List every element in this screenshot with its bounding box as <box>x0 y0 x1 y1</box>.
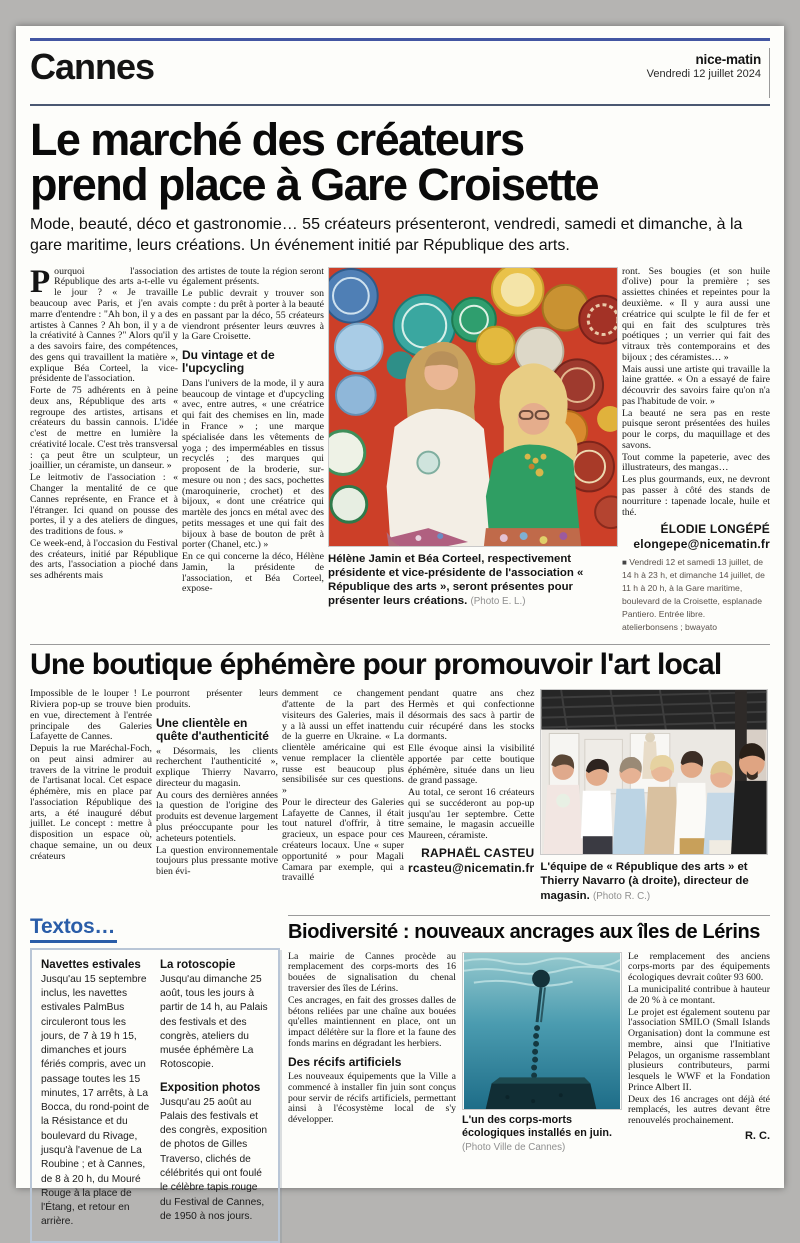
textos-title: Textos… <box>30 915 117 943</box>
masthead-date: Vendredi 12 juillet 2024 <box>646 68 761 80</box>
textos-item-body: Jusqu'au 25 août au Palais des festivals et des congrès, exposition de photos de Gilles Traverso, clichés de célébrités qui ont foulé le célèbre tapis rouge du Festival de Cannes, de 1950 à nos jours. <box>160 1096 268 1222</box>
biodiversity-column-1 <box>288 952 456 1127</box>
paragraph: Le remplacement des anciens corps-morts par des équipements écologiques devrait coûter 93 600. <box>628 950 770 984</box>
section-title: Cannes <box>30 46 155 87</box>
textos-item-head: Exposition photos <box>160 1081 261 1094</box>
author-name: ÉLODIE LONGÉPÉ <box>660 522 770 537</box>
boutique-subhead: Une clientèle en quête d'authenticité <box>156 715 269 744</box>
photo-credit: (Photo R. C.) <box>592 890 651 902</box>
boutique-column-1 <box>30 689 152 863</box>
lead-photo <box>328 267 618 547</box>
paragraph: Deux des 16 ancrages ont déjà été remplacés, les autres devant être renouvelés prochainement. <box>628 1093 770 1127</box>
paragraph: Depuis la rue Maréchal-Foch, on peut ainsi admirer au travers de la vitrine le produit de l'artisanat local. Cet espace éphémère, mis en place par l'association République des arts, a été inauguré début juillet. Le concept : mettre à disposition un espace où, chaque semaine, un ou deux créateurs <box>30 743 152 862</box>
article-divider <box>30 644 770 645</box>
practical-info <box>622 556 770 633</box>
biodiversity-column-2 <box>628 952 770 1142</box>
masthead-block <box>647 48 770 98</box>
paragraph-list <box>182 379 324 595</box>
paragraph-list <box>408 689 534 842</box>
paragraph: des artistes de toute la région seront également présents. <box>182 265 324 288</box>
paragraph: Elle évoque ainsi la visibilité apportée par cette boutique éphémère, située dans un lieu de grand passage. <box>408 743 535 787</box>
author-initials: R. C. <box>744 1129 770 1142</box>
anchor-photo <box>462 952 622 1110</box>
textos-item-body: Jusqu'au 15 septembre inclus, les navettes estivales PalmBus circuleront tous les jours, de 7 à 19 h 15, dimanches et jours fériés compris, avec un passage toutes les 15 minutes, 17 arrêts, à La Bocca, du rond-point de la Résistance et du boulevard du Rivage, jusqu'à l'avenue de La Roubine ; et à Cannes, de 8 à 20 h, du Mouré Rouge à la place de l'Étang, et retour en arrière. <box>41 973 150 1228</box>
paragraph-list <box>156 747 278 878</box>
paragraph-list <box>282 689 404 884</box>
paragraph: pourront présenter leurs produits. <box>156 688 278 711</box>
paragraph: Ces ancrages, en fait des grosses dalles de bétons reliées par une chaîne aux bouées qu'elles maintiennent en place, ont un impact délétère sur la flore et la faune des fonds marins en dégradant les herbiers. <box>288 994 456 1049</box>
paragraph-list <box>288 952 456 1050</box>
boutique-column-4 <box>408 689 534 875</box>
biodiversity-article <box>288 915 770 1243</box>
boutique-headline: Une boutique éphémère pour promouvoir l'art local <box>30 647 722 681</box>
author-name: RAPHAËL CASTEU <box>421 845 535 860</box>
lead-standfirst: Mode, beauté, déco et gastronomie… 55 créateurs présenteront, vendredi, samedi et dimanche, à la gare maritime, leurs créations. Un événement initié par République des arts. <box>30 216 743 254</box>
lead-headline-line1: Le marché des créateurs <box>30 114 524 165</box>
textos-item-head: La rotoscopie <box>160 958 236 971</box>
paragraph-list <box>182 267 324 343</box>
paragraph: Le leitmotiv de l'association : « Changer la mentalité de ce que Cannes représente, en France et à l'étranger. Ici quand on pousse des portes, il y a des ateliers de dingues, des traditions de fous. » <box>30 472 178 538</box>
paragraph: La question environnementale toujours plus pressante motive bien évi- <box>156 844 278 878</box>
caption-text: Hélène Jamin et Béa Corteel, respectivement présidente et vice-présidente de l'association « République des arts », seront présentes pour présenter leurs créations. <box>328 552 584 608</box>
paragraph: ront. Ses bougies (et son huile d'olive) pour la première ; ses assiettes chinées et repeintes pour la deuxième. « Il y aura aussi une créatrice qui sculpte le fil de fer et qui en fait des sculptures très poétiques ; un verrier qui fait des vitraux très contemporains et des bijoux ; des céramistes… » <box>622 265 770 363</box>
boutique-column-2 <box>156 689 278 879</box>
caption-text: L'équipe de « République des arts » et Thierry Navarro (à droite), directeur de magasin. <box>540 861 749 902</box>
textos-column-1 <box>41 959 150 1230</box>
lead-headline-line2: prend place à Gare Croisette <box>30 158 598 210</box>
textos-box <box>30 948 280 1243</box>
boutique-photo-caption <box>540 860 768 902</box>
biodiversity-rule <box>288 915 770 916</box>
paragraph: « Désormais, les clients recherchent l'authenticité », explique Thierry Navarro, directeur du magasin. <box>156 745 278 789</box>
paragraph: La beauté ne sera pas en reste puisque seront présentées des huiles pour le corps, du maquillage et des savons. <box>622 407 770 451</box>
paragraph-list <box>628 952 770 1127</box>
paragraph-list <box>30 386 178 582</box>
biodiversity-subhead: Des récifs artificiels <box>288 1054 402 1069</box>
photo-credit: (Photo Ville de Cannes) <box>462 1141 566 1153</box>
lead-article-columns <box>30 263 770 634</box>
paragraph: Tout comme la papeterie, avec des illustrateurs, des mangas… <box>622 451 770 474</box>
paragraph: demment ce changement d'attente de la part des visiteurs des Galeries, mais il y a là aussi un effet inattendu de la guerre en Ukraine. « La clientèle américaine qui est venue remplacer la clientèle russe est beaucoup plus sensibilisée sur ces questions. » <box>282 688 404 797</box>
author-email: elongepe@nicematin.fr <box>633 537 770 552</box>
boutique-photo <box>540 689 768 855</box>
lead-subhead: Du vintage et de l'upcycling <box>182 348 275 376</box>
newspaper-page <box>16 26 784 1228</box>
paragraph: Au cours des dernières années la question de l'origine des produits est devenue largement plus préoccupante pour les acheteurs potentiels. <box>156 789 278 844</box>
textos-box-section <box>30 915 280 1243</box>
paragraph: Le projet est également soutenu par l'association SMILO (Small Islands Organisation) dont la commune est membre, ainsi que l'Initiative Pelagos, un organisme rassemblant plusieurs contributeurs, parmi lesquels le WWF et la Fondation Prince Albert II. <box>628 1006 770 1093</box>
lead-photo-column <box>328 267 618 609</box>
textos-column-2 <box>160 959 269 1230</box>
biodiversity-columns <box>288 952 770 1154</box>
masthead-name: nice-matin <box>695 52 761 67</box>
paragraph: Au total, ce seront 16 créateurs qui se succéderont au pop-up jusqu'au 1er septembre. Cette semaine, le magasin accueille Maureen, céramiste. <box>408 787 535 842</box>
bottom-section <box>30 915 770 1243</box>
lead-column-2 <box>182 267 324 597</box>
info-bullet: ■ <box>622 558 627 568</box>
textos-item-head: Navettes estivales <box>41 958 141 971</box>
paragraph: Les nouveaux équipements que la Ville a commencé à installer fin juin sont conçus pour servir de récifs artificiels, permettant ainsi à l'écosystème local de s'y développer. <box>288 1071 456 1126</box>
page-header <box>30 48 770 98</box>
caption-text: L'un des corps-morts écologiques installés en juin. <box>462 1113 612 1140</box>
boutique-article-columns <box>30 689 770 902</box>
info-handles: atelierbonsens ; bwayato <box>622 621 718 632</box>
lead-column-1 <box>30 263 178 583</box>
info-text: Vendredi 12 et samedi 13 juillet, de 14 h à 23 h, et dimanche 14 juillet, de 11 h à 20 h, à la Gare maritime, boulevard de la Croisette, esplanade Pantiero. Entrée libre. <box>622 557 765 619</box>
lead-photo-caption <box>328 552 618 609</box>
photo-credit: (Photo E. L.) <box>470 596 526 608</box>
paragraph: En ce qui concerne la déco, Hélène Jamin, la présidente de l'association, et Béa Corteel, expose- <box>182 551 324 595</box>
biodiversity-photo-column <box>462 952 622 1154</box>
textos-item-body: Jusqu'au dimanche 25 août, tous les jours à partir de 14 h, au Palais des festivals et des congrès, ateliers du musée éphémère La Rotoscopie. <box>160 973 268 1071</box>
lead-headline <box>30 114 770 210</box>
boutique-photo-column <box>540 689 768 902</box>
paragraph: Le public devrait y trouver son compte : du prêt à porter à la beauté en passant par la déco, 55 créateurs viendront présenter leurs œuvres à la Gare Croisette. <box>182 288 324 343</box>
paragraph: Ce week-end, à l'occasion du Festival des créateurs, initié par République des arts, l'association a pioché dans ses adhérents mais <box>30 537 178 582</box>
paragraph: La municipalité contribue à hauteur de 20 % à ce montant. <box>628 983 770 1006</box>
biodiversity-headline: Biodiversité : nouveaux ancrages aux îles de Lérins <box>288 920 761 943</box>
paragraph-list <box>30 689 152 862</box>
paragraph-list <box>156 689 278 711</box>
paragraph-list <box>288 1072 456 1126</box>
boutique-column-3 <box>282 689 404 885</box>
lead-column-3 <box>622 267 770 634</box>
paragraph: Dans l'univers de la mode, il y aura beaucoup de vintage et d'upcycling avec, entre autres, « une créatrice qui fait des chemises en lin, made in France » ; une marque spécialisée dans les vêtements de yoga ; des imperméables en tissus recyclés ; des marques qui proposent de la broderie, sur-mesure ou non ; des sacs, pochettes (maroquinerie, crochet) et des bijoux, « dont une créatrice qui martèle des joncs en métal avec des petits messages et une qui fait des bijoux à base de bouton de prêt à porter (Chanel, etc.) » <box>182 377 324 551</box>
paragraph: Pour le directeur des Galeries Lafayette de Cannes, il était tout naturel d'offrir, à titre gracieux, un espace pour ces créateurs locaux. Une « super opportunité » pour Magali Camara par exemple, qui a travaillé <box>282 796 404 884</box>
dropcap: P <box>30 263 51 300</box>
paragraph: La mairie de Cannes procède au remplacement des corps-morts des 16 bouées de signalisation du chenal traversier des îles de Lérins. <box>288 950 456 994</box>
paragraph: Les plus gourmands, eux, ne devront pas passer à côté des stands de nourriture : tapenade locale, huile et thé. <box>622 474 770 518</box>
paragraph: Forte de 75 adhérents en à peine deux ans, République des arts « regroupe des artistes, artisans et créateurs du bassin cannois. L'idée c'est de mettre en lumière la créativité locale. C'est très transversal : ça peut être un sculpteur, un joaillier, un céramiste, un danseur. » <box>30 385 178 472</box>
anchor-photo-caption <box>462 1114 622 1154</box>
top-blue-rule <box>30 38 770 41</box>
header-rule <box>30 104 770 106</box>
paragraph: pendant quatre ans chez Hermès et qui confectionne désormais des sacs à partir de cuir récupéré dans les stocks dormants. <box>408 688 535 743</box>
paragraph-list <box>622 267 770 519</box>
paragraph-text: ourquoi l'association République des arts a-t-elle vu le jour ? « Je travaille beaucoup avec Paris, et j'en avais marre d'entendre : "Ah bon, il y a des artistes à Cannes ? Ah bon, il y a de la créativité à Cannes ?" Alors qu'il y a des savoirs faire, des compétences, des gens qui travaillent la matière », explique Béa Corteel, la vice-présidente de l'association. <box>30 265 178 385</box>
paragraph: Mais aussi une artiste qui travaille la laine grattée. « On a essayé de faire découvrir des savoirs faire qu'on n'a pas l'habitude de voir. » <box>622 363 770 407</box>
paragraph-dropcap <box>30 263 178 385</box>
paragraph: Impossible de le louper ! Le Riviera pop-up se trouve bien en vue, directement à l'entrée principale des Galeries Lafayette de Cannes. <box>30 688 152 743</box>
author-email: rcasteu@nicematin.fr <box>408 860 535 875</box>
